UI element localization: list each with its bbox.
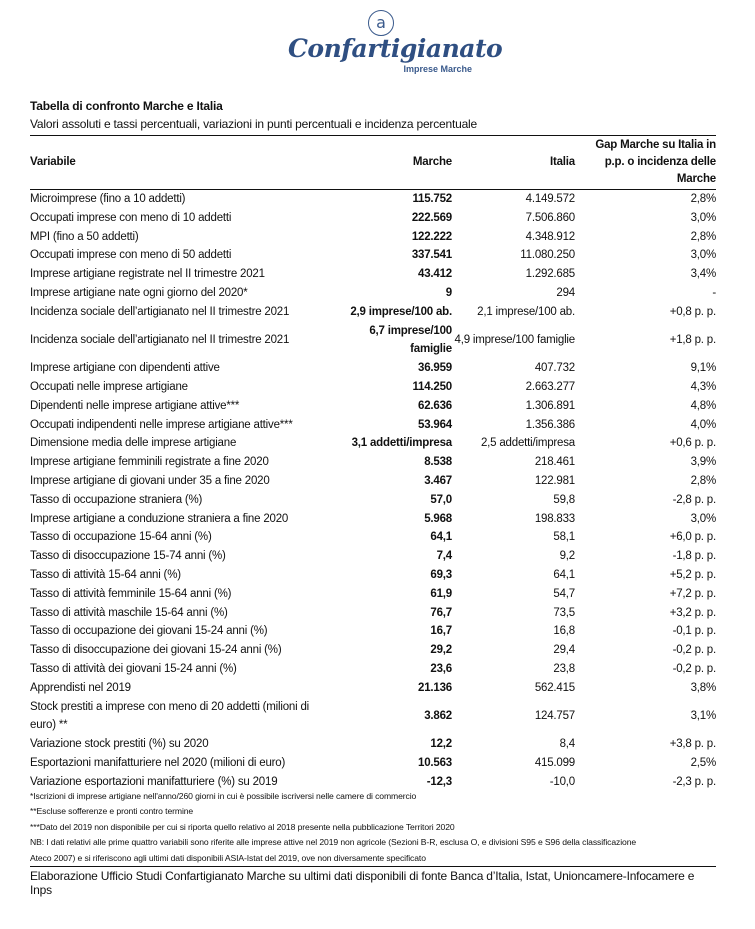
cell-variabile: Tasso di attività 15-64 anni (%) [30, 568, 181, 581]
cell-italia: 4,9 imprese/100 famiglie [454, 333, 575, 346]
confartigianato-logo [288, 8, 503, 74]
cell-italia: 16,8 [553, 625, 575, 638]
cell-italia: 7.506.860 [525, 211, 575, 224]
header-gap: Gap Marche su Italia in p.p. o incidenza delle Marche [575, 136, 716, 190]
table-row [30, 190, 716, 209]
cell-marche: 69,3 [430, 568, 452, 581]
cell-variabile: Occupati nelle imprese artigiane [30, 380, 188, 393]
table-row [30, 528, 716, 547]
cell-gap: 4,0% [690, 418, 716, 431]
cell-variabile: Imprese artigiane femminili registrate a fine 2020 [30, 456, 269, 469]
table-row [30, 303, 716, 322]
cell-variabile: Occupati indipendenti nelle imprese artigiane attive*** [30, 418, 293, 431]
cell-gap: -0,2 p. p. [672, 662, 716, 675]
cell-variabile: Microimprese (fino a 10 addetti) [30, 193, 186, 205]
cell-marche: 23,6 [430, 662, 452, 675]
cell-marche: 29,2 [430, 644, 452, 657]
table-row [30, 397, 716, 416]
cell-marche: 57,0 [430, 493, 452, 506]
cell-variabile: Tasso di occupazione dei giovani 15-24 anni (%) [30, 625, 268, 638]
cell-variabile: Dimensione media delle imprese artigiane [30, 437, 237, 450]
header-marche: Marche [335, 136, 452, 190]
cell-variabile: Esportazioni manifatturiere nel 2020 (milioni di euro) [30, 756, 286, 769]
table-row [30, 510, 716, 529]
cell-gap: 3,1% [690, 709, 716, 722]
cell-marche: 76,7 [430, 606, 452, 619]
cell-marche: 3.862 [424, 709, 452, 722]
cell-gap: 3,9% [690, 456, 716, 469]
footnotes [30, 789, 720, 866]
cell-italia: 415.099 [534, 756, 575, 769]
table-row [30, 209, 716, 228]
cell-marche: 62.636 [418, 399, 452, 412]
table-row [30, 679, 716, 698]
footnote: ***Dato del 2019 non disponibile per cui si riporta quello relativo al 2018 presente nella pubblicazione Territori 2020 [30, 821, 455, 832]
table-row [30, 416, 716, 435]
cell-variabile: Stock prestiti a imprese con meno di 20 addetti (milioni di euro) ** [30, 700, 310, 732]
cell-variabile: Incidenza sociale dell’artigianato nel II trimestre 2021 [30, 305, 290, 318]
cell-italia: 8,4 [559, 738, 575, 751]
cell-italia: 124.757 [534, 709, 575, 722]
cell-gap: +3,8 p. p. [669, 738, 716, 751]
cell-italia: 64,1 [553, 568, 575, 581]
cell-gap: +0,8 p. p. [669, 305, 716, 318]
cell-marche: 21.136 [418, 681, 452, 694]
cell-gap: +0,6 p. p. [669, 437, 716, 450]
cell-italia: 2,5 addetti/impresa [480, 437, 575, 450]
cell-marche: 36.959 [418, 362, 452, 375]
cell-variabile: Incidenza sociale dell’artigianato nel II trimestre 2021 [30, 333, 290, 346]
cell-gap: 9,1% [690, 362, 716, 375]
cell-marche: 9 [445, 286, 452, 299]
table-row [30, 754, 716, 773]
cell-gap: 3,4% [690, 268, 716, 281]
cell-marche: 6,7 imprese/100 famiglie [369, 324, 452, 356]
cell-italia: 1.356.386 [525, 418, 575, 431]
cell-marche: 12,2 [430, 738, 452, 751]
cell-italia: 4.149.572 [525, 193, 575, 205]
cell-variabile: Imprese artigiane a conduzione straniera a fine 2020 [30, 512, 289, 525]
cell-variabile: Dipendenti nelle imprese artigiane attive*** [30, 399, 240, 412]
cell-gap: +6,0 p. p. [669, 531, 716, 544]
cell-marche: 114.250 [412, 380, 452, 393]
cell-marche: 115.752 [412, 193, 452, 205]
table-row [30, 622, 716, 641]
cell-variabile: Imprese artigiane nate ogni giorno del 2020* [30, 286, 248, 299]
cell-variabile: Tasso di attività femminile 15-64 anni (%) [30, 587, 232, 600]
cell-marche: 5.968 [424, 512, 452, 525]
table-row [30, 228, 716, 247]
table-row [30, 491, 716, 510]
table-row [30, 434, 716, 453]
header-variabile: Variabile [30, 136, 335, 190]
cell-italia: 1.292.685 [525, 268, 575, 281]
cell-gap: -0,1 p. p. [672, 625, 716, 638]
cell-italia: 54,7 [553, 587, 575, 600]
cell-italia: 29,4 [553, 644, 575, 657]
at-sign-icon: a [368, 10, 394, 36]
footnote: NB: I dati relativi alle prime quattro variabili sono riferite alle imprese attive nel 2019 non agricole (Sezioni B-R, esclusa O, e divisioni S95 e S96 della classificazione [30, 837, 637, 848]
cell-variabile: Tasso di attività dei giovani 15-24 anni (%) [30, 662, 237, 675]
cell-variabile: MPI (fino a 50 addetti) [30, 230, 139, 243]
cell-marche: 7,4 [436, 550, 452, 563]
table-row [30, 265, 716, 284]
table-row [30, 472, 716, 491]
cell-variabile: Variazione stock prestiti (%) su 2020 [30, 738, 209, 751]
table-row [30, 660, 716, 679]
cell-italia: 4.348.912 [525, 230, 575, 243]
cell-marche: 43.412 [418, 268, 452, 281]
cell-variabile: Apprendisti nel 2019 [30, 681, 131, 694]
cell-marche: -12,3 [426, 775, 452, 788]
cell-italia: 198.833 [534, 512, 575, 525]
cell-italia: 122.981 [534, 474, 575, 487]
cell-marche: 337.541 [411, 249, 452, 262]
cell-variabile: Tasso di disoccupazione dei giovani 15-24 anni (%) [30, 644, 282, 657]
table-row [30, 322, 716, 360]
cell-variabile: Imprese artigiane di giovani under 35 a fine 2020 [30, 474, 270, 487]
cell-gap: +3,2 p. p. [669, 606, 716, 619]
table-row [30, 547, 716, 566]
cell-gap: 3,0% [690, 249, 716, 262]
cell-italia: 11.080.250 [520, 249, 575, 262]
source-note: Elaborazione Ufficio Studi Confartigianato Marche su ultimi dati disponibili di fonte Banca d’Italia, Istat, Unioncamere-Infocamere e Inps [30, 866, 716, 897]
table-row [30, 566, 716, 585]
cell-gap: 3,8% [690, 681, 716, 694]
cell-gap: -2,3 p. p. [672, 775, 716, 788]
cell-gap: 4,8% [690, 399, 716, 412]
cell-gap: 3,0% [690, 512, 716, 525]
header-italia: Italia [452, 136, 575, 190]
cell-variabile: Tasso di occupazione 15-64 anni (%) [30, 531, 212, 544]
table-row [30, 378, 716, 397]
cell-italia: 294 [556, 286, 575, 299]
cell-italia: 73,5 [553, 606, 575, 619]
table-subtitle: Valori assoluti e tassi percentuali, variazioni in punti percentuali e incidenza percentuale [30, 117, 477, 131]
cell-italia: 218.461 [534, 456, 575, 469]
cell-variabile: Occupati imprese con meno di 50 addetti [30, 249, 232, 262]
cell-italia: 2.663.277 [525, 380, 575, 393]
cell-italia: 59,8 [553, 493, 575, 506]
cell-italia: 2,1 imprese/100 ab. [477, 305, 575, 318]
table-row [30, 453, 716, 472]
cell-marche: 3.467 [424, 474, 452, 487]
table-row [30, 585, 716, 604]
cell-marche: 16,7 [430, 625, 452, 638]
cell-gap: 2,8% [690, 230, 716, 243]
footnote: *Iscrizioni di imprese artigiane nell'anno/260 giorni in cui è possibile iscriversi nelle camere di commercio [30, 791, 417, 801]
cell-gap: +1,8 p. p. [669, 333, 716, 346]
cell-marche: 10.563 [418, 756, 452, 769]
table-body [30, 190, 716, 792]
footnote: Ateco 2007) e si riferiscono agli ultimi dati disponibili ASIA-Istat del 2019, ove non diversamente specificato [30, 852, 426, 863]
cell-gap: -2,8 p. p. [672, 493, 716, 506]
table-row [30, 284, 716, 303]
cell-variabile: Tasso di attività maschile 15-64 anni (%) [30, 606, 228, 619]
cell-marche: 61,9 [430, 587, 452, 600]
table-row [30, 246, 716, 265]
cell-italia: 407.732 [534, 362, 575, 375]
table-row [30, 641, 716, 660]
cell-marche: 122.222 [411, 230, 452, 243]
cell-variabile: Imprese artigiane registrate nel II trimestre 2021 [30, 268, 265, 281]
cell-gap: 4,3% [690, 380, 716, 393]
cell-gap: -1,8 p. p. [672, 550, 716, 563]
table-row [30, 698, 716, 736]
cell-variabile: Variazione esportazioni manifatturiere (%) su 2019 [30, 775, 278, 788]
logo-subtitle: Imprese Marche [403, 64, 472, 74]
cell-marche: 53.964 [418, 418, 452, 431]
cell-marche: 8.538 [424, 456, 452, 469]
cell-gap: 2,5% [690, 756, 716, 769]
table-title: Tabella di confronto Marche e Italia [30, 99, 223, 113]
logo-name: Confartigianato [288, 34, 503, 63]
comparison-table [30, 135, 716, 792]
cell-gap: -0,2 p. p. [672, 644, 716, 657]
cell-gap: +7,2 p. p. [669, 587, 716, 600]
cell-gap: - [712, 286, 716, 299]
cell-italia: -10,0 [549, 775, 575, 788]
cell-variabile: Imprese artigiane con dipendenti attive [30, 362, 220, 375]
cell-variabile: Occupati imprese con meno di 10 addetti [30, 211, 232, 224]
cell-italia: 562.415 [534, 681, 575, 694]
footnote: **Escluse sofferenze e pronti contro termine [30, 806, 194, 817]
cell-italia: 58,1 [553, 531, 575, 544]
cell-gap: +5,2 p. p. [669, 568, 716, 581]
cell-variabile: Tasso di occupazione straniera (%) [30, 493, 203, 506]
cell-italia: 1.306.891 [525, 399, 575, 412]
cell-gap: 3,0% [690, 211, 716, 224]
cell-marche: 222.569 [411, 211, 452, 224]
table-row [30, 735, 716, 754]
cell-italia: 23,8 [553, 662, 575, 675]
table-row [30, 604, 716, 623]
cell-variabile: Tasso di disoccupazione 15-74 anni (%) [30, 550, 226, 563]
cell-gap: 2,8% [690, 474, 716, 487]
cell-italia: 9,2 [559, 550, 575, 563]
table-row [30, 359, 716, 378]
cell-marche: 3,1 addetti/impresa [351, 437, 452, 450]
cell-marche: 64,1 [430, 531, 452, 544]
cell-gap: 2,8% [690, 193, 716, 205]
table-header-row [30, 136, 716, 190]
cell-marche: 2,9 imprese/100 ab. [350, 305, 452, 318]
